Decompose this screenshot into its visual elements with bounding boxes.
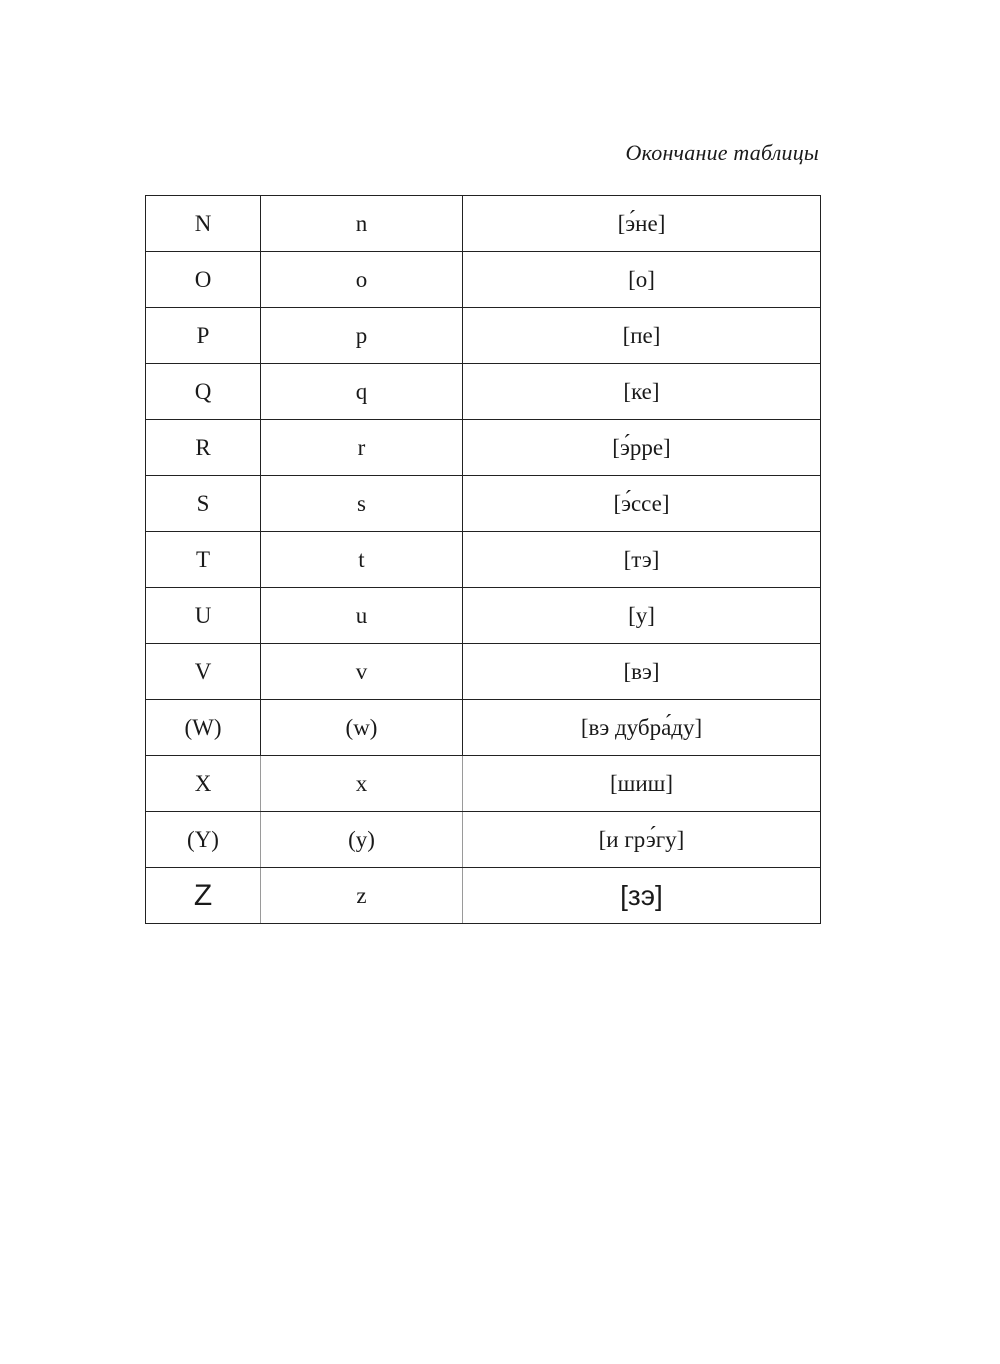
uppercase-letter: (W) [146, 700, 261, 756]
uppercase-letter: X [146, 756, 261, 812]
uppercase-letter: O [146, 252, 261, 308]
table-row [146, 420, 821, 476]
lowercase-letter: (y) [261, 812, 463, 868]
table-row [146, 364, 821, 420]
uppercase-letter: R [146, 420, 261, 476]
table-row [146, 196, 821, 252]
pronunciation: [э́рре] [463, 420, 821, 476]
table-row [146, 532, 821, 588]
lowercase-letter: p [261, 308, 463, 364]
lowercase-letter: s [261, 476, 463, 532]
lowercase-letter: q [261, 364, 463, 420]
lowercase-letter: v [261, 644, 463, 700]
table-row [146, 476, 821, 532]
lowercase-letter: t [261, 532, 463, 588]
pronunciation: [вэ] [463, 644, 821, 700]
table-row [146, 644, 821, 700]
table-row [146, 252, 821, 308]
uppercase-letter: N [146, 196, 261, 252]
uppercase-letter: Z [146, 868, 261, 924]
table-row [146, 700, 821, 756]
pronunciation: [зэ] [463, 868, 821, 924]
pronunciation: [у] [463, 588, 821, 644]
lowercase-letter: u [261, 588, 463, 644]
lowercase-letter: (w) [261, 700, 463, 756]
lowercase-letter: o [261, 252, 463, 308]
table-row [146, 812, 821, 868]
lowercase-letter: n [261, 196, 463, 252]
pronunciation: [вэ дубра́ду] [463, 700, 821, 756]
alphabet-table [145, 195, 821, 924]
uppercase-letter: S [146, 476, 261, 532]
pronunciation: [тэ] [463, 532, 821, 588]
pronunciation: [э́не] [463, 196, 821, 252]
table-row [146, 588, 821, 644]
table-caption: Окончание таблицы [625, 140, 819, 165]
table-row [146, 756, 821, 812]
lowercase-letter: r [261, 420, 463, 476]
lowercase-letter: x [261, 756, 463, 812]
pronunciation: [шиш] [463, 756, 821, 812]
uppercase-letter: (Y) [146, 812, 261, 868]
pronunciation: [пе] [463, 308, 821, 364]
pronunciation: [о] [463, 252, 821, 308]
table-row [146, 308, 821, 364]
uppercase-letter: Q [146, 364, 261, 420]
table-row [146, 868, 821, 924]
uppercase-letter: P [146, 308, 261, 364]
lowercase-letter: z [261, 868, 463, 924]
uppercase-letter: U [146, 588, 261, 644]
pronunciation: [э́ссе] [463, 476, 821, 532]
pronunciation: [и грэ́гу] [463, 812, 821, 868]
pronunciation: [ке] [463, 364, 821, 420]
uppercase-letter: V [146, 644, 261, 700]
uppercase-letter: T [146, 532, 261, 588]
